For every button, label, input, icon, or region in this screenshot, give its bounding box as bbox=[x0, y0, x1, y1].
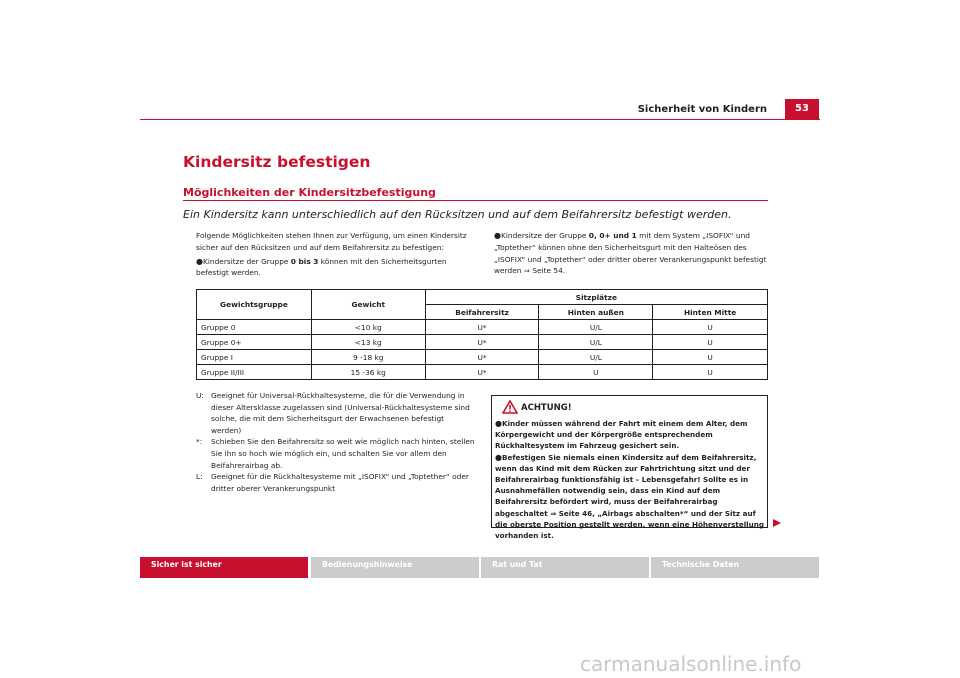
note-text: Schieben Sie den Beifahrersitz so weit wie möglich nach hinten, stellen Sie ihn so hoch wie möglich ein, und schalten Sie vor allem den Beifahrerairbag ab. bbox=[211, 437, 475, 470]
header-rear-outer: Hinten außen bbox=[539, 305, 653, 320]
cell-group: Gruppe II/III bbox=[197, 365, 312, 380]
bullet-icon: ● bbox=[494, 231, 501, 240]
bullet-text: können mit den Sicherheitsgurten befestigt werden. bbox=[196, 256, 447, 278]
note-star bbox=[196, 436, 476, 471]
bullet-icon: ● bbox=[495, 419, 502, 428]
table-row bbox=[197, 320, 768, 335]
bullet-group-0-3 bbox=[196, 256, 476, 280]
bullet-text: mit dem System „ISOFIX“ und „Toptether“ können ohne den Sicherheitsgurt mit den Halteösen des „ISOFIX“ und „Toptether“ oder dritter oberer Verankerungspunkt befestigt werden ⇒ Seite 54. bbox=[494, 231, 767, 276]
footer-tab-technische-daten[interactable]: Technische Daten bbox=[651, 557, 819, 578]
cell-weight: 9 -18 kg bbox=[311, 350, 425, 365]
footer-tab-rat-und-tat[interactable]: Rat und Tat bbox=[481, 557, 649, 578]
table-row bbox=[197, 365, 768, 380]
bullet-text: Kindersitze der Gruppe bbox=[203, 256, 291, 266]
cell-rear-middle: U bbox=[653, 350, 768, 365]
main-title: Kindersitz befestigen bbox=[183, 153, 371, 171]
cell-passenger: U* bbox=[425, 335, 539, 350]
bullet-bold: 0, 0+ und 1 bbox=[588, 231, 637, 240]
warning-title: ACHTUNG! bbox=[521, 403, 572, 413]
running-title: Sicherheit von Kindern bbox=[637, 104, 767, 115]
cell-weight: <13 kg bbox=[311, 335, 425, 350]
bullet-bold: 0 bis 3 bbox=[290, 256, 319, 266]
cell-group: Gruppe 0+ bbox=[197, 335, 312, 350]
cell-rear-outer: U/L bbox=[539, 350, 653, 365]
warning-item bbox=[495, 418, 765, 452]
cell-passenger: U* bbox=[425, 365, 539, 380]
cell-rear-outer: U bbox=[539, 365, 653, 380]
cell-group: Gruppe 0 bbox=[197, 320, 312, 335]
footer-tab-bedienungshinweise[interactable]: Bedienungshinweise bbox=[311, 557, 479, 578]
table-row bbox=[197, 350, 768, 365]
watermark: carmanualsonline.info bbox=[580, 652, 802, 676]
header-weight: Gewicht bbox=[311, 290, 425, 320]
footer-tab-sicher-ist-sicher[interactable]: Sicher ist sicher bbox=[140, 557, 308, 578]
cell-rear-outer: U/L bbox=[539, 320, 653, 335]
warning-item bbox=[495, 452, 765, 542]
cell-passenger: U* bbox=[425, 350, 539, 365]
note-u bbox=[196, 390, 476, 436]
cell-rear-outer: U/L bbox=[539, 335, 653, 350]
note-key: *: bbox=[196, 437, 203, 447]
seat-table bbox=[196, 289, 768, 380]
next-page-arrow-icon[interactable] bbox=[772, 518, 782, 528]
page-number: 53 bbox=[795, 103, 809, 114]
bullet-icon: ● bbox=[196, 256, 203, 266]
left-column bbox=[196, 230, 476, 279]
note-text: Geeignet für die Rückhaltesysteme mit „ISOFIX“ und „Toptether“ oder dritter oberer Verankerungspunkt bbox=[211, 472, 469, 493]
cell-rear-middle: U bbox=[653, 320, 768, 335]
header-rear-middle: Hinten Mitte bbox=[653, 305, 768, 320]
bullet-text: Kindersitze der Gruppe bbox=[501, 231, 589, 240]
header-group: Gewichtsgruppe bbox=[197, 290, 312, 320]
header-seats: Sitzplätze bbox=[425, 290, 767, 305]
cell-weight: 15 -36 kg bbox=[311, 365, 425, 380]
header-rule bbox=[140, 119, 820, 120]
warning-body bbox=[495, 418, 765, 541]
cell-rear-middle: U bbox=[653, 335, 768, 350]
cell-passenger: U* bbox=[425, 320, 539, 335]
intro-text: Ein Kindersitz kann unterschiedlich auf den Rücksitzen und auf dem Beifahrersitz befestigt werden. bbox=[183, 208, 732, 221]
header-passenger: Beifahrersitz bbox=[425, 305, 539, 320]
table-notes bbox=[196, 390, 476, 494]
cell-weight: <10 kg bbox=[311, 320, 425, 335]
right-column bbox=[494, 230, 770, 277]
warning-triangle-icon bbox=[502, 400, 518, 414]
section-title: Möglichkeiten der Kindersitzbefestigung bbox=[183, 186, 436, 199]
cell-rear-middle: U bbox=[653, 365, 768, 380]
warning-text: Kinder müssen während der Fahrt mit einem dem Alter, dem Körpergewicht und der Körpergröße entsprechendem Rückhaltesystem im Fahrzeug gesichert sein. bbox=[495, 419, 748, 451]
warning-text: Befestigen Sie niemals einen Kindersitz auf dem Beifahrersitz, wenn das Kind mit dem Rücken zur Fahrtrichtung sitzt und der Beifahrerairbag funktionsfähig ist – Lebensgefahr! Sollte es in Ausnahmefällen notwendig sein, dass ein Kind auf dem Beifahrersitz befördert wird, muss der Beifahrerairbag abgeschaltet ⇒ Seite 46, „Airbags abschalten*“ und der Sitz auf die oberste Position gestellt werden, wenn eine Höhenverstellung vorhanden ist. bbox=[495, 452, 765, 541]
bullet-icon: ● bbox=[495, 452, 502, 462]
paragraph-intro: Folgende Möglichkeiten stehen Ihnen zur Verfügung, um einen Kindersitz sicher auf den Rücksitzen und auf dem Beifahrersitz zu befestigen: bbox=[196, 231, 467, 252]
note-text: Geeignet für Universal-Rückhaltesysteme, die für die Verwendung in dieser Altersklasse zugelassen sind (Universal-Rückhaltesysteme sind solche, die mit dem Sicherheitsgurt der Erwachsenen befestigt werden) bbox=[211, 391, 470, 435]
cell-group: Gruppe I bbox=[197, 350, 312, 365]
bullet-group-isofix bbox=[494, 230, 770, 277]
warning-box bbox=[491, 395, 768, 541]
note-l bbox=[196, 471, 476, 494]
section-rule bbox=[183, 200, 768, 201]
note-key: U: bbox=[196, 391, 204, 400]
page-number-box bbox=[785, 99, 819, 119]
note-key: L: bbox=[196, 472, 203, 482]
table-row bbox=[197, 335, 768, 350]
